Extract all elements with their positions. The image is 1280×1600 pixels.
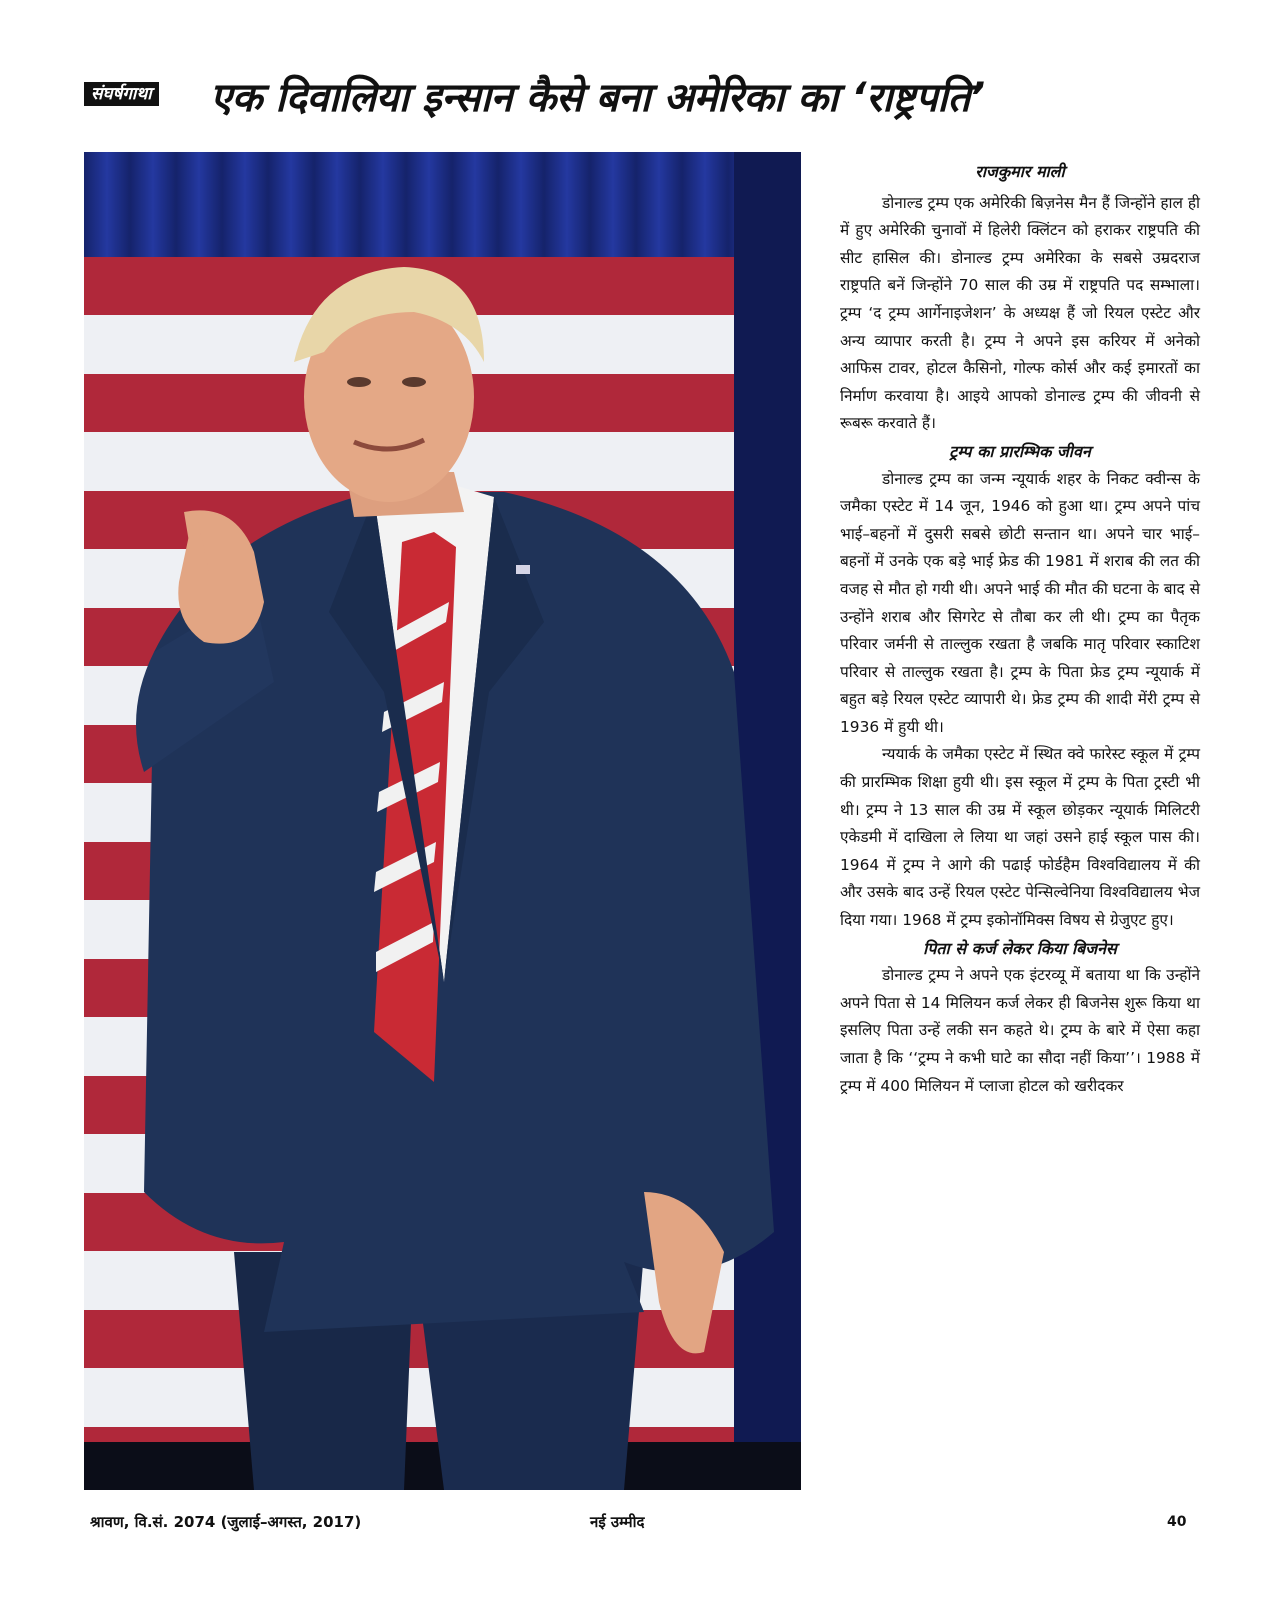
- paragraph: डोनाल्ड ट्रम्प का जन्म न्यूयार्क शहर के निकट क्वीन्स के जमैका एस्टेट में 14 जून, 1946 को हुआ था। ट्रम्प अपने पांच भाई–बहनों में दुसरी सबसे छोटी सन्तान था। अपने चार भाई–बहनों में उनके एक बड़े भाई फ्रेड की 1981 में शराब की लत की वजह से मौत हो गयी थी। अपने भाई की मौत की घटना के बाद से उन्होंने शराब और सिगरेट से तौबा कर ली थी। ट्रम्प का पैतृक परिवार जर्मनी से ताल्लुक रखता है जबकि मातृ परिवार स्काटिश परिवार से ताल्लुक रखता है। ट्रम्प के पिता फ्रेड ट्रम्प न्यूयार्क में बहुत बड़े रियल एस्टेट व्यापारी थे। फ्रेड ट्रम्प की शादी मेंरी ट्रम्प से 1936 में हुयी थी।: [840, 469, 1200, 736]
- article-headline: एक दिवालिया इन्सान कैसे बना अमेरिका का ‘राष्ट्रपति’: [210, 75, 985, 121]
- footer-magazine-name: नई उम्मीद: [590, 1513, 645, 1531]
- paragraph: न्ययार्क के जमैका एस्टेट में स्थित क्वे फारेस्ट स्कूल में ट्रम्प की प्रारम्भिक शिक्षा हुयी थी। इस स्कूल में ट्रम्प के पिता ट्रस्टी भी थी। ट्रम्प ने 13 साल की उम्र में स्कूल छोड़कर न्यूयार्क मिलिटरी एकेडमी में दाखिला ले लिया था जहां उसने हाई स्कूल पास की। 1964 में ट्रम्प ने आगे की पढाई फोर्डहैम विश्वविद्यालय में की और उसके बाद उन्हें रियल एस्टेट पेन्सिल्वेनिया विश्वविद्यालय भेज दिया गया। 1968 में ट्रम्प इकोनॉमिक्स विषय से ग्रेजुएट हुए।: [840, 745, 1200, 930]
- paragraph: डोनाल्ड ट्रम्प एक अमेरिकी बिज़नेस मैन हैं जिन्होंने हाल ही में हुए अमेरिकी चुनावों में हिलेरी क्लिंटन को हराकर राष्ट्रपति की सीट हासिल की। डोनाल्ड ट्रम्प अमेरिका के सबसे उम्रदराज राष्ट्रपति बनें जिन्होंने 70 साल की उम्र में राष्ट्रपति पद सम्भाला। ट्रम्प ‘द ट्रम्प आर्गेनाइजेशन’ के अध्यक्ष हैं जो रियल एस्टेट और अन्य व्यापार करती है। ट्रम्प ने अपने इस करियर में अनेको आफिस टावर, होटल कैसिनो, गोल्फ कोर्स और कई इमारतों का निर्माण करवाया है। आइये आपको डोनाल्ड ट्रम्प की जीवनी से रूबरू करवाते हैं।: [840, 193, 1201, 433]
- section-tag: संघर्षगाथा: [84, 82, 159, 106]
- byline: राजकुमार माली: [975, 162, 1065, 181]
- subhead-business: पिता से कर्ज लेकर किया बिजनेस: [923, 938, 1117, 958]
- page-number: 40: [1167, 1514, 1187, 1530]
- lead-photo: [84, 152, 801, 1490]
- article-column: [840, 158, 1200, 1100]
- footer-issue-date: श्रावण, वि.सं. 2074 (जुलाई–अगस्त, 2017): [90, 1513, 362, 1531]
- paragraph: डोनाल्ड ट्रम्प ने अपने एक इंटरव्यू में बताया था कि उन्होंने अपने पिता से 14 मिलियन कर्ज लेकर ही बिजनेस शुरू किया था इसलिए पिता उन्हें लकी सन कहते थे। ट्रम्प के बारे में ऐसा कहा जाता है कि ‘‘ट्रम्प ने कभी घाटे का सौदा नहीं किया’’। 1988 में ट्रम्प में 400 मिलियन में प्लाजा होटल को खरीदकर: [840, 966, 1200, 1095]
- subhead-early-life: ट्रम्प का प्रारम्भिक जीवन: [949, 441, 1091, 461]
